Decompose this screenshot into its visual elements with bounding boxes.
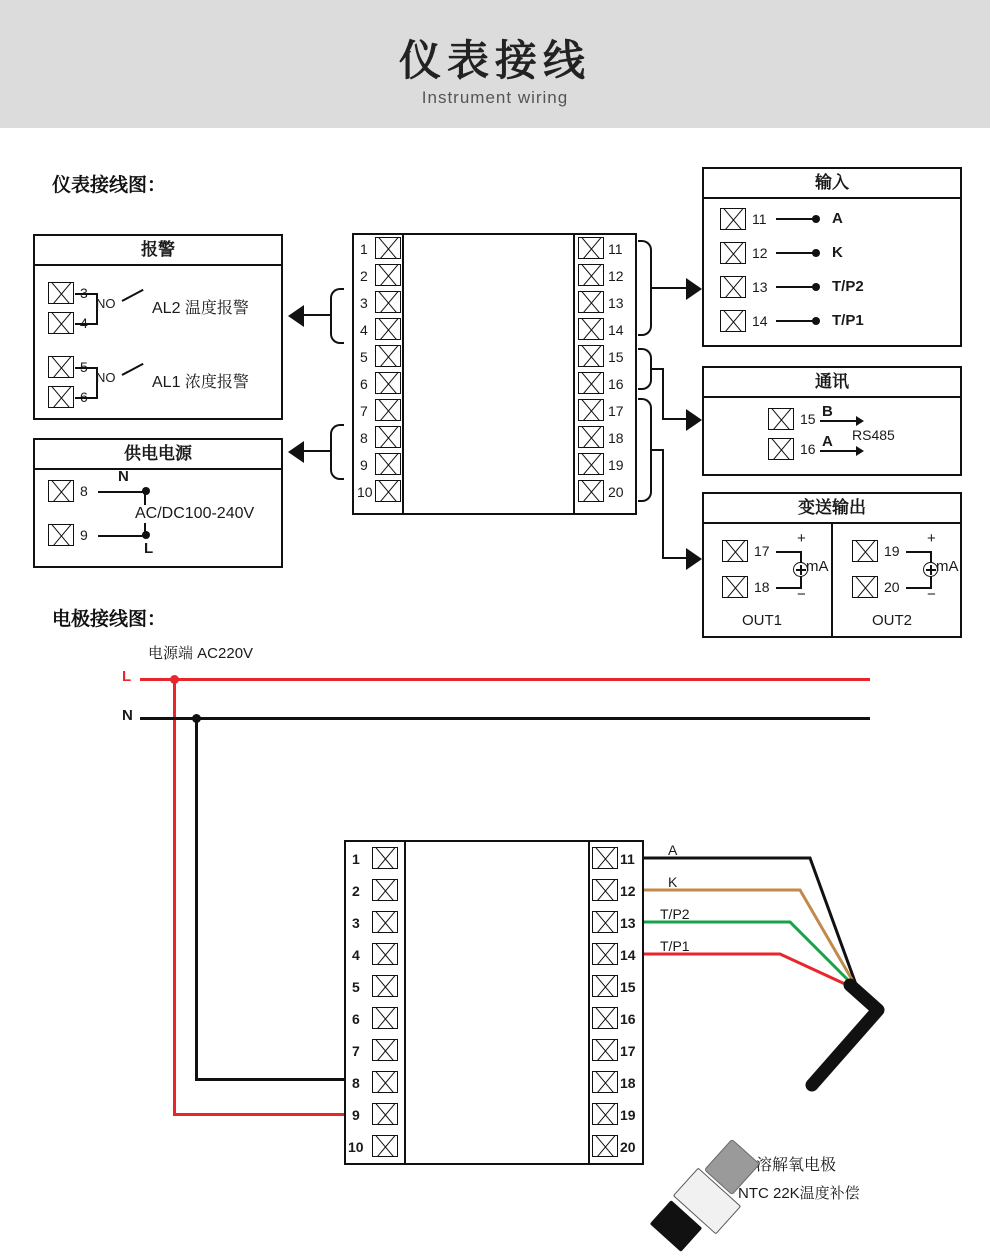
output-unit-1: mA [806, 558, 829, 575]
inst-top-left-num-8: 8 [360, 430, 368, 446]
input-lead-12 [776, 252, 816, 254]
elec-right-num-19: 19 [620, 1107, 636, 1123]
inst-top-right-num-11: 11 [608, 241, 623, 257]
elec-left-term-9 [372, 1103, 398, 1125]
alarm-terminal-5 [48, 356, 74, 378]
wire-label-k: K [668, 874, 678, 890]
comm-num-15: 15 [800, 411, 816, 427]
power-voltage-label: AC/DC100-240V [135, 505, 255, 522]
input-signal-11: A [832, 210, 843, 227]
elec-left-term-6 [372, 1007, 398, 1029]
inst-top-left-num-4: 4 [360, 322, 368, 338]
output-minus-1: − [797, 586, 806, 603]
inst-top-right-num-20: 20 [608, 484, 624, 500]
power-terminal-9-label: 9 [80, 527, 88, 543]
live-label: L [122, 668, 132, 685]
inst-top-right-num-13: 13 [608, 295, 624, 311]
brace-power-stem [300, 450, 332, 452]
inst-top-right-num-19: 19 [608, 457, 624, 473]
comm-num-16: 16 [800, 441, 816, 457]
input-node-11 [812, 215, 820, 223]
comm-signal-15: B [822, 403, 833, 420]
inst-top-left-num-1: 1 [360, 241, 368, 257]
elec-right-num-15: 15 [620, 979, 636, 995]
inst-top-left-num-2: 2 [360, 268, 368, 284]
input-node-13 [812, 283, 820, 291]
input-lead-13 [776, 286, 816, 288]
brace-alarm-stem [300, 314, 332, 316]
inst-top-right-term-14 [578, 318, 604, 340]
output-plus-1: + [797, 530, 806, 547]
elec-left-num-8: 8 [352, 1075, 360, 1091]
output-num-19: 19 [884, 543, 900, 559]
wire-tp1 [644, 954, 858, 990]
comm-box-header: 通讯 [704, 368, 960, 398]
power-l-wire [98, 535, 146, 537]
inst-top-left-term-8 [375, 426, 401, 448]
elec-right-num-18: 18 [620, 1075, 636, 1091]
alarm-terminal-3 [48, 282, 74, 304]
comm-term-15 [768, 408, 794, 430]
wire-label-a: A [668, 842, 678, 858]
alarm-no-label-2: NO [96, 370, 116, 385]
inst-top-left-term-4 [375, 318, 401, 340]
inst-top-left-term-7 [375, 399, 401, 421]
brace-output-drop [662, 449, 664, 559]
alarm-terminal-4 [48, 312, 74, 334]
elec-left-num-3: 3 [352, 915, 360, 931]
inst-top-left-num-10: 10 [357, 484, 373, 500]
banner-title: 仪表接线 [398, 37, 591, 84]
alarm-contact-lead-4 [75, 323, 97, 325]
output-num-18: 18 [754, 579, 770, 595]
probe-name-label: 溶解氧电极 [756, 1157, 837, 1174]
arrow-to-input [686, 278, 702, 300]
input-node-14 [812, 317, 820, 325]
arrow-to-alarm [288, 305, 304, 327]
inst-top-right-term-20 [578, 480, 604, 502]
supply-label: 电源端 AC220V [148, 645, 254, 662]
elec-right-term-18 [592, 1071, 618, 1093]
power-n-label: N [118, 468, 129, 485]
output-lead-19 [906, 551, 932, 553]
elec-right-num-13: 13 [620, 915, 636, 931]
input-lead-11 [776, 218, 816, 220]
alarm-label-2: AL1 浓度报警 [152, 374, 249, 391]
elec-left-num-10: 10 [348, 1139, 364, 1155]
wire-label-tp1: T/P1 [660, 938, 690, 954]
brace-alarm [330, 288, 344, 344]
comm-lead-15 [820, 420, 858, 422]
wiring-diagram-title: 仪表接线图： [52, 175, 167, 196]
inst-top-right-term-12 [578, 264, 604, 286]
elec-left-term-5 [372, 975, 398, 997]
probe-spec-label: NTC 22K温度补偿 [738, 1185, 860, 1202]
power-n-wire [98, 491, 146, 493]
neutral-to-terminal-8 [195, 1078, 348, 1081]
brace-comm-run [662, 418, 688, 420]
power-terminal-8 [48, 480, 74, 502]
input-signal-13: T/P2 [832, 278, 864, 295]
brace-input-stem [650, 287, 688, 289]
input-term-14 [720, 310, 746, 332]
banner-subtitle: Instrument wiring [421, 88, 569, 107]
elec-left-num-9: 9 [352, 1107, 360, 1123]
alarm-contact-lead-6 [75, 397, 97, 399]
live-drop-wire [173, 678, 176, 1116]
probe-cable [812, 985, 878, 1085]
wire-tp2 [644, 922, 858, 990]
inst-top-left-num-5: 5 [360, 349, 368, 365]
comm-protocol-label: RS485 [852, 427, 895, 443]
comm-term-16 [768, 438, 794, 460]
comm-lead-16 [820, 450, 858, 452]
alarm-contact-lead-3 [75, 293, 97, 295]
output-minus-2: − [927, 586, 936, 603]
elec-right-term-16 [592, 1007, 618, 1029]
input-term-12 [720, 242, 746, 264]
inst-top-right-num-16: 16 [608, 376, 624, 392]
inst-top-right-term-15 [578, 345, 604, 367]
alarm-no-label-1: NO [96, 296, 116, 311]
elec-right-term-19 [592, 1103, 618, 1125]
input-num-13: 13 [752, 279, 768, 295]
inst-top-right-num-14: 14 [608, 322, 624, 338]
inst-top-right-term-13 [578, 291, 604, 313]
input-box-header: 输入 [704, 169, 960, 199]
power-l-label: L [144, 540, 154, 557]
inst-top-left-term-3 [375, 291, 401, 313]
elec-left-num-4: 4 [352, 947, 360, 963]
output-name-1: OUT1 [742, 612, 783, 629]
input-lead-14 [776, 320, 816, 322]
inst-top-right-term-17 [578, 399, 604, 421]
elec-left-num-1: 1 [352, 851, 360, 867]
output-lead-17 [776, 551, 802, 553]
elec-right-term-15 [592, 975, 618, 997]
inst-top-right-term-18 [578, 426, 604, 448]
output-term-19 [852, 540, 878, 562]
inst-top-left-term-6 [375, 372, 401, 394]
input-num-12: 12 [752, 245, 768, 261]
inst-top-left-num-3: 3 [360, 295, 368, 311]
inst-top-right-term-11 [578, 237, 604, 259]
output-num-20: 20 [884, 579, 900, 595]
arrow-to-power [288, 441, 304, 463]
brace-output-run [662, 557, 688, 559]
inst-top-left-num-9: 9 [360, 457, 368, 473]
elec-right-num-11: 11 [620, 851, 635, 867]
input-num-14: 14 [752, 313, 768, 329]
inst-top-left-term-10 [375, 480, 401, 502]
elec-left-term-10 [372, 1135, 398, 1157]
inst-top-left-term-1 [375, 237, 401, 259]
comm-arrow-15 [856, 416, 864, 426]
output-num-17: 17 [754, 543, 770, 559]
input-signal-12: K [832, 244, 843, 261]
elec-left-term-1 [372, 847, 398, 869]
input-term-11 [720, 208, 746, 230]
elec-left-term-7 [372, 1039, 398, 1061]
power-terminal-8-label: 8 [80, 483, 88, 499]
alarm-box-header: 报警 [35, 236, 281, 266]
electrode-diagram-title: 电极接线图： [52, 609, 167, 630]
neutral-bus-wire [140, 717, 870, 720]
elec-right-term-12 [592, 879, 618, 901]
neutral-label: N [122, 707, 133, 724]
inst-top-left-num-6: 6 [360, 376, 368, 392]
elec-right-num-16: 16 [620, 1011, 636, 1027]
output-box-header: 变送输出 [704, 494, 960, 524]
brace-comm-drop [662, 368, 664, 420]
elec-right-num-20: 20 [620, 1139, 636, 1155]
inst-top-right-term-16 [578, 372, 604, 394]
elec-left-num-7: 7 [352, 1043, 360, 1059]
inst-top-left-term-2 [375, 264, 401, 286]
output-term-18 [722, 576, 748, 598]
output-term-17 [722, 540, 748, 562]
power-terminal-9 [48, 524, 74, 546]
elec-right-num-17: 17 [620, 1043, 636, 1059]
elec-left-term-3 [372, 911, 398, 933]
output-unit-2: mA [936, 558, 959, 575]
power-box [33, 438, 283, 568]
inst-top-right-num-15: 15 [608, 349, 624, 365]
elec-left-term-2 [372, 879, 398, 901]
alarm-contact-lead-5 [75, 367, 97, 369]
input-term-13 [720, 276, 746, 298]
output-plus-2: + [927, 530, 936, 547]
arrow-to-output [686, 548, 702, 570]
elec-left-term-8 [372, 1071, 398, 1093]
alarm-label-1: AL2 温度报警 [152, 300, 249, 317]
live-bus-wire [140, 678, 870, 681]
input-node-12 [812, 249, 820, 257]
elec-left-num-2: 2 [352, 883, 360, 899]
wire-label-tp2: T/P2 [660, 906, 690, 922]
elec-right-num-14: 14 [620, 947, 636, 963]
elec-right-term-13 [592, 911, 618, 933]
elec-left-num-6: 6 [352, 1011, 360, 1027]
arrow-to-comm [686, 409, 702, 431]
brace-power [330, 424, 344, 480]
output-term-20 [852, 576, 878, 598]
power-box-header: 供电电源 [35, 440, 281, 470]
inst-top-right-num-17: 17 [608, 403, 624, 419]
alarm-terminal-6 [48, 386, 74, 408]
elec-right-num-12: 12 [620, 883, 636, 899]
output-divider [831, 522, 833, 636]
inst-top-left-term-9 [375, 453, 401, 475]
inst-top-right-num-18: 18 [608, 430, 624, 446]
inst-top-right-term-19 [578, 453, 604, 475]
input-num-11: 11 [752, 211, 767, 227]
comm-signal-16: A [822, 433, 833, 450]
neutral-drop-wire [195, 717, 198, 1080]
comm-arrow-16 [856, 446, 864, 456]
elec-left-term-4 [372, 943, 398, 965]
elec-right-term-20 [592, 1135, 618, 1157]
elec-right-term-14 [592, 943, 618, 965]
elec-right-term-17 [592, 1039, 618, 1061]
inst-top-left-num-7: 7 [360, 403, 368, 419]
elec-left-num-5: 5 [352, 979, 360, 995]
live-to-terminal-9 [173, 1113, 348, 1116]
elec-right-term-11 [592, 847, 618, 869]
inst-top-left-term-5 [375, 345, 401, 367]
input-signal-14: T/P1 [832, 312, 864, 329]
inst-top-right-num-12: 12 [608, 268, 624, 284]
output-name-2: OUT2 [872, 612, 913, 629]
